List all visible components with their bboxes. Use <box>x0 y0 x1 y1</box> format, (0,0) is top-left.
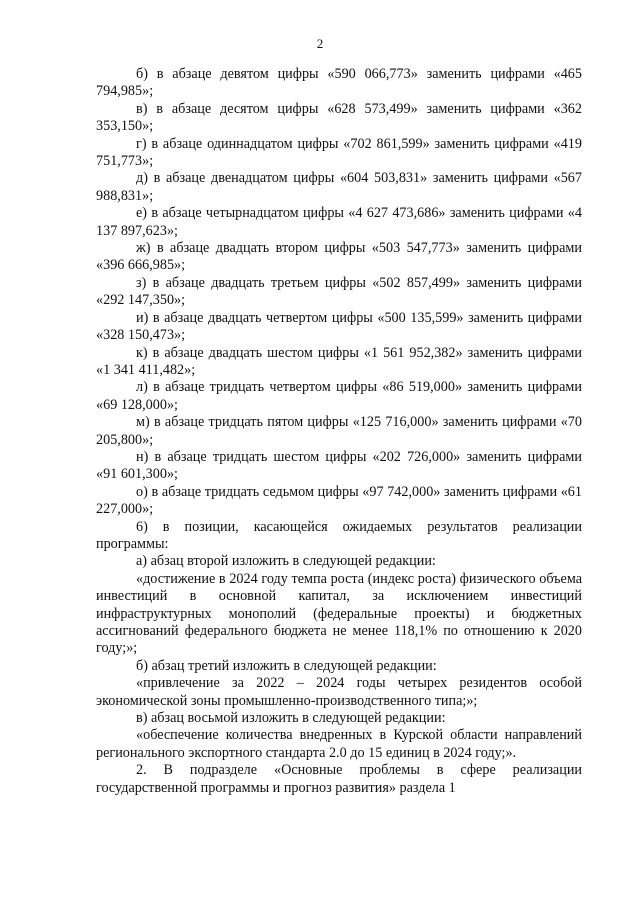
paragraph-a-second: а) абзац второй изложить в следующей редакции: <box>136 553 436 570</box>
paragraph-l-thirty-fourth: л) в абзаце тридцать четвертом цифры «86 519,000» заменить цифрами «69 128,000»; <box>96 379 582 413</box>
paragraph-e-fourteenth: е) в абзаце четырнадцатом цифры «4 627 473,686» заменить цифрами «4 137 897,623»; <box>96 205 582 239</box>
paragraph-expected-results: 6) в позиции, касающейся ожидаемых результатов реализации программы: <box>96 518 582 552</box>
paragraph-b-third: б) абзац третий изложить в следующей редакции: <box>136 657 437 674</box>
paragraph-m-thirty-fifth: м) в абзаце тридцать пятом цифры «125 716,000» заменить цифрами «70 205,800»; <box>96 414 582 448</box>
paragraph-k-twenty-sixth: к) в абзаце двадцать шестом цифры «1 561 952,382» заменить цифрами «1 341 411,482»; <box>96 344 582 378</box>
paragraph-residents-quote: «привлечение за 2022 – 2024 годы четырех резидентов особой экономической зоны промышленно-производственного типа;»; <box>96 675 582 709</box>
paragraph-section-2: 2. В подразделе «Основные проблемы в сфере реализации государственной программы и прогноз развития» раздела 1 <box>96 762 582 796</box>
paragraph-g-eleventh: г) в абзаце одиннадцатом цифры «702 861,599» заменить цифрами «419 751,773»; <box>96 135 582 170</box>
paragraph-b-ninth: б) в абзаце девятом цифры «590 066,773» заменить цифрами «465 794,985»; <box>96 66 582 100</box>
document-body <box>96 66 582 797</box>
paragraph-export-standard-quote: «обеспечение количества внедренных в Курской области направлений регионального экспортного стандарта 2.0 до 15 единиц в 2024 году;». <box>96 727 582 761</box>
paragraph-o-thirty-seventh: о) в абзаце тридцать седьмом цифры «97 742,000» заменить цифрами «61 227,000»; <box>96 483 582 518</box>
paragraph-d-twelfth: д) в абзаце двенадцатом цифры «604 503,831» заменить цифрами «567 988,831»; <box>96 170 582 204</box>
paragraph-n-thirty-sixth: н) в абзаце тридцать шестом цифры «202 726,000» заменить цифрами «91 601,300»; <box>96 448 582 483</box>
paragraph-investment-quote: «достижение в 2024 году темпа роста (индекс роста) физического объема инвестиций в основной капитал, за исключением инвестиций инфраструктурных монополий (федеральные проекты) и бюджетных ассигнований федерального бюджета не менее 118,1% по отношению к 2020 году;»; <box>96 570 582 657</box>
paragraph-v-eighth: в) абзац восьмой изложить в следующей редакции: <box>136 710 446 727</box>
paragraph-zh-twenty-second: ж) в абзаце двадцать втором цифры «503 547,773» заменить цифрами «396 666,985»; <box>96 240 582 274</box>
paragraph-i-twenty-fourth: и) в абзаце двадцать четвертом цифры «500 135,599» заменить цифрами «328 150,473»; <box>96 309 582 344</box>
page-number: 2 <box>316 36 324 51</box>
paragraph-z-twenty-third: з) в абзаце двадцать третьем цифры «502 857,499» заменить цифрами «292 147,350»; <box>96 274 582 309</box>
paragraph-v-tenth: в) в абзаце десятом цифры «628 573,499» заменить цифрами «362 353,150»; <box>96 100 582 135</box>
